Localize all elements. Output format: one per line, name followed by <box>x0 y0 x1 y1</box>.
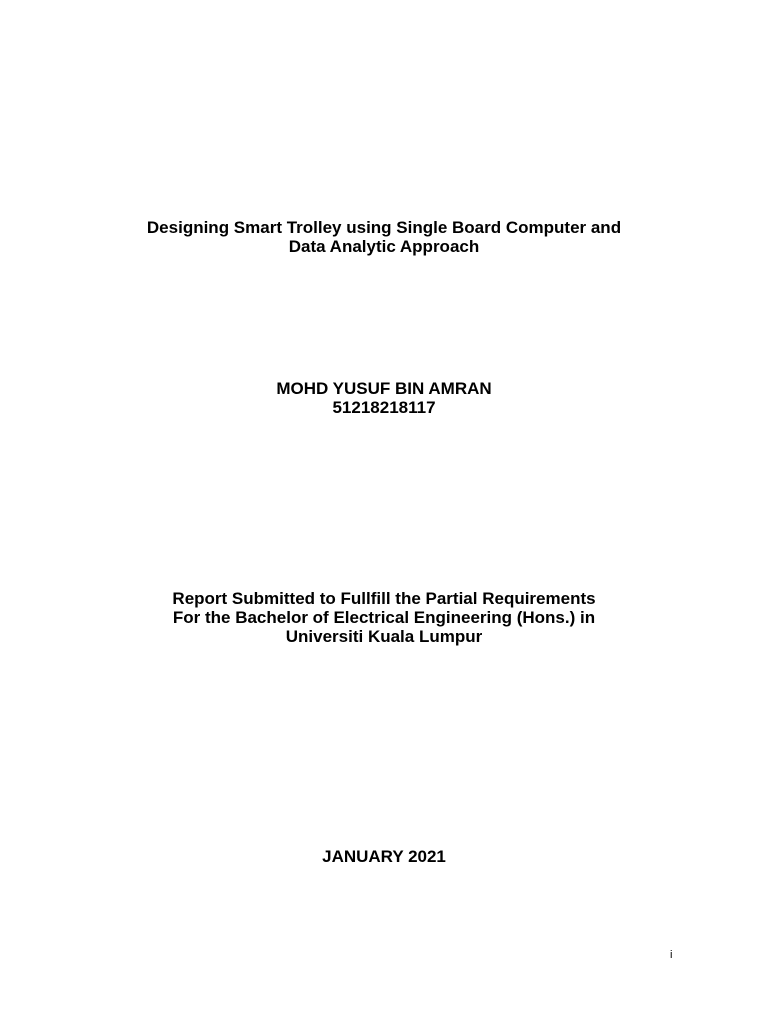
student-id: 51218218117 <box>332 398 436 417</box>
author-block <box>0 379 768 417</box>
submission-date <box>0 847 768 866</box>
author-name: MOHD YUSUF BIN AMRAN <box>276 379 492 398</box>
document-title <box>0 218 768 256</box>
date-text: JANUARY 2021 <box>322 847 446 866</box>
page-number: i <box>670 949 673 961</box>
submission-line-1: Report Submitted to Fullfill the Partial Requirements <box>172 589 596 608</box>
submission-statement <box>0 589 768 646</box>
submission-line-3: Universiti Kuala Lumpur <box>285 627 483 646</box>
submission-line-2: For the Bachelor of Electrical Engineering (Hons.) in <box>172 608 596 627</box>
title-line-2: Data Analytic Approach <box>288 237 480 256</box>
title-line-1: Designing Smart Trolley using Single Board Computer and <box>146 218 622 237</box>
